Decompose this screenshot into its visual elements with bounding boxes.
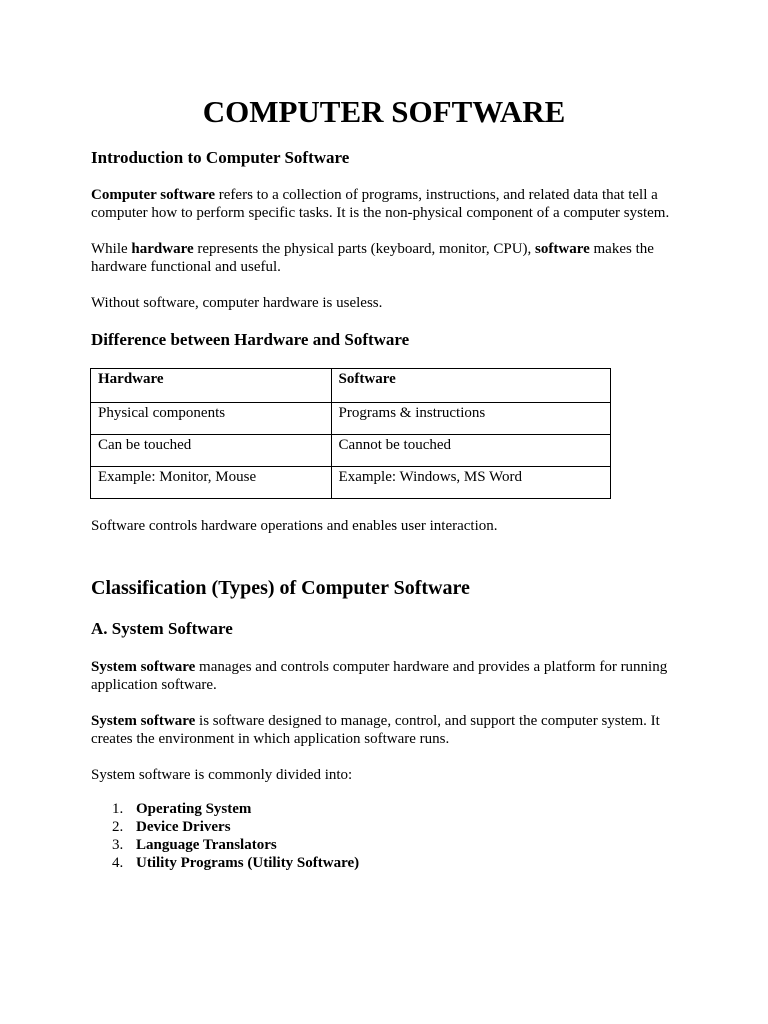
term-system-software: System software — [91, 659, 196, 675]
list-number: 1. — [112, 801, 124, 817]
intro-paragraph-1-text: refers to a collection of programs, instructions, and related data that tell a computer how to perform specific tasks. It is the non-physical component of a computer system. — [91, 187, 670, 221]
table-cell: Can be touched — [91, 435, 332, 467]
term-computer-software: Computer software — [91, 187, 216, 203]
table-row — [91, 435, 611, 467]
difference-note: Software controls hardware operations and enables user interaction. — [91, 518, 498, 534]
classification-heading: Classification (Types) of Computer Software — [91, 577, 470, 599]
list-item-label: Language Translators — [136, 837, 277, 853]
system-paragraph-1 — [91, 658, 691, 694]
list-item — [91, 800, 359, 818]
list-number: 4. — [112, 855, 124, 871]
list-item — [91, 854, 359, 872]
table-cell: Physical components — [91, 403, 332, 435]
system-software-types-list — [91, 800, 359, 872]
list-item-label: Device Drivers — [136, 819, 231, 835]
list-number: 2. — [112, 819, 124, 835]
intro-paragraph-2-lead: While — [91, 241, 132, 257]
document-title: COMPUTER SOFTWARE — [202, 94, 566, 129]
table-header-cell: Hardware — [91, 369, 332, 403]
difference-heading: Difference between Hardware and Software — [91, 330, 410, 349]
list-item-label: Operating System — [136, 801, 252, 817]
system-software-heading: A. System Software — [91, 619, 233, 638]
term-hardware: hardware — [131, 241, 194, 257]
table-cell: Example: Monitor, Mouse — [91, 467, 332, 499]
intro-paragraph-1 — [91, 186, 691, 222]
system-paragraph-3: System software is commonly divided into: — [91, 767, 353, 783]
table-cell: Example: Windows, MS Word — [331, 467, 610, 499]
intro-paragraph-2-end: makes the hardware functional and useful. — [91, 241, 654, 275]
table-row — [91, 467, 611, 499]
list-item — [91, 836, 359, 854]
list-item-label: Utility Programs (Utility Software) — [136, 855, 360, 871]
list-item — [91, 818, 359, 836]
intro-heading: Introduction to Computer Software — [91, 148, 350, 167]
system-paragraph-2-text: is software designed to manage, control, and support the computer system. It creates the environment in which application software runs. — [91, 713, 660, 747]
table-row — [91, 403, 611, 435]
table-header-row — [91, 369, 611, 403]
hardware-software-table — [90, 368, 611, 499]
list-number: 3. — [112, 837, 124, 853]
intro-paragraph-2 — [91, 240, 691, 276]
term-software: software — [535, 241, 590, 257]
term-system-software: System software — [91, 713, 196, 729]
table-cell: Cannot be touched — [331, 435, 610, 467]
table-cell: Programs & instructions — [331, 403, 610, 435]
intro-paragraph-2-mid: represents the physical parts (keyboard, monitor, CPU), — [193, 241, 536, 257]
intro-paragraph-3: Without software, computer hardware is useless. — [91, 295, 383, 311]
system-paragraph-2 — [91, 712, 691, 748]
system-paragraph-1-text: manages and controls computer hardware and provides a platform for running application software. — [91, 659, 668, 693]
table-header-cell: Software — [331, 369, 610, 403]
